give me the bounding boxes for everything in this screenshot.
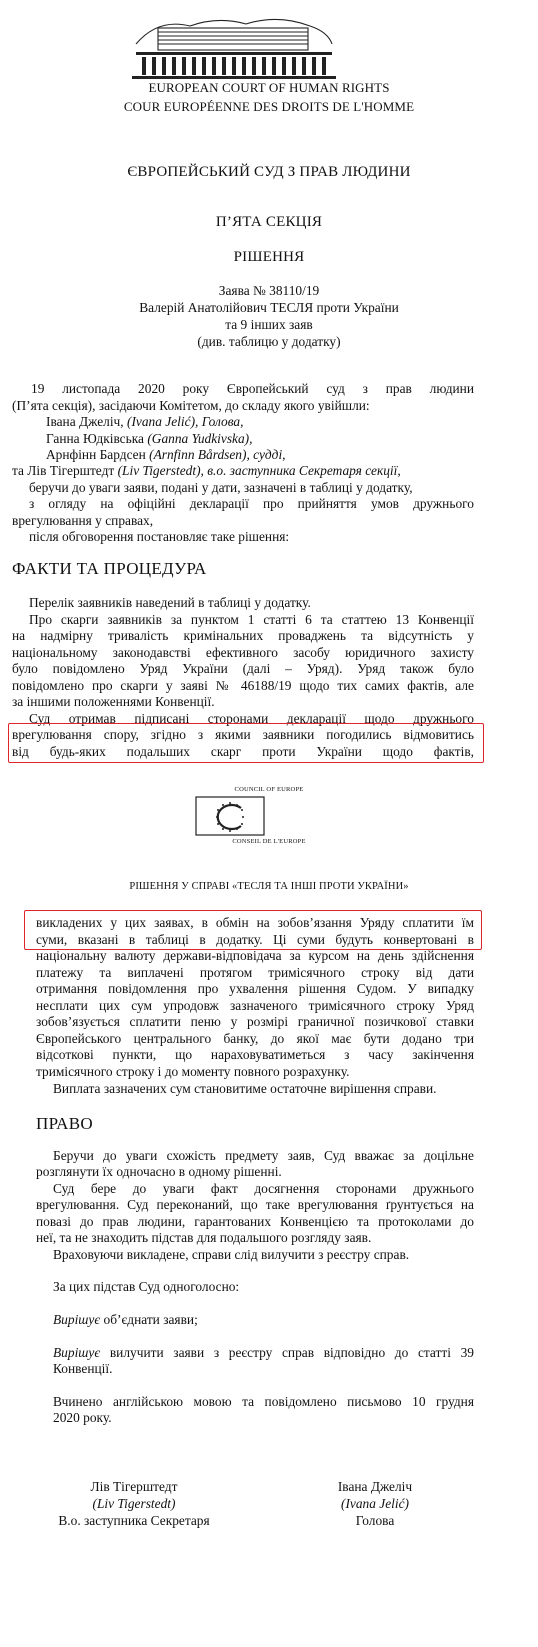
operative-1: Вирішує об’єднати заяви; (53, 1312, 198, 1327)
unanimous-line: За цих підстав Суд одноголосно: (53, 1279, 240, 1294)
highlight-box (24, 910, 482, 950)
done-line: Вчинено англійською мовою та повідомлено письмово 10 грудня (53, 1394, 474, 1409)
see-table-note: (див. таблицю у додатку) (197, 334, 341, 349)
operative-2-cont: Конвенції. (53, 1361, 113, 1376)
law-line: Враховуючи викладене, справи слід вилучити з реєстру справ. (53, 1247, 410, 1262)
intro-line: 19 листопада 2020 року Європейський суд з прав людини (31, 381, 474, 396)
intro-line: беручи до уваги заяви, подані у дати, зазначені в таблиці у додатку, (29, 480, 413, 495)
coe-logo-top-text: COUNCIL OF EUROPE (234, 786, 304, 793)
continuation-line: національну валюту держави-відповідача за курсом на день здійснення (36, 948, 474, 963)
deputy-registrar: та Лів Тігерштедт (Liv Tigerstedt), в.о. заступника Секретаря секції, (12, 463, 401, 478)
signatory-name: Лів Тігерштедт (90, 1479, 178, 1494)
judge-president: Івана Джеліч, (Ivana Jelić), Голова, (46, 414, 244, 429)
judge: Арнфінн Бардсен (Arnfinn Bårdsen), судді, (46, 447, 286, 462)
application-number: Заява № 38110/19 (218, 283, 320, 298)
facts-line: Про скарги заявників за пунктом 1 статті 6 та статтею 13 Конвенції (29, 612, 474, 627)
law-line: врегулювання. Суд переконаний, що таке врегулювання ґрунтується на (36, 1197, 474, 1212)
signature-left (34, 1478, 234, 1529)
facts-paragraph: Перелік заявників наведений в таблиці у додатку. (29, 595, 311, 610)
continuation-line: Європейського центрального банку, до якої має бути додано три (36, 1031, 474, 1046)
signatory-role: В.о. заступника Секретаря (58, 1513, 210, 1528)
continuation-line: викладених у цих заявах, в обмін на зобов’язання Уряду сплатити їм (36, 915, 474, 930)
other-applications: та 9 інших заяв (225, 317, 313, 332)
echr-building-logo (128, 14, 338, 80)
court-name-fr: COUR EUROPÉENNE DES DROITS DE L'HOMME (123, 99, 415, 114)
case-name: Валерій Анатолійович ТЕСЛЯ проти України (139, 300, 399, 315)
continuation-line: платежу та виплачені протягом тримісячного строку від дати (36, 965, 474, 980)
continuation-line: отримання повідомлення про ухвалення рішення Судом. У випадку (36, 981, 474, 996)
decision-title: РІШЕННЯ (233, 249, 305, 265)
facts-line: на надмірну тривалість кримінальних проваджень та відсутність у (12, 628, 474, 643)
facts-line: було повідомлено Уряд України (далі – Уряд). Уряд також було (12, 661, 474, 676)
facts-line: національному законодавстві ефективного засобу юридичного захисту (12, 645, 474, 660)
law-line: Суд бере до уваги факт досягнення сторонами дружнього (53, 1181, 474, 1196)
continuation-line: тримісячного строку і до моменту повного розрахунку. (36, 1064, 350, 1079)
continuation-line: відсоткові пункти, що нараховуватиметься з часу закінчення (36, 1047, 474, 1062)
law-line: розглянути їх одночасно в одному рішенні. (36, 1164, 282, 1179)
intro-line: врегулювання у справах, (12, 513, 154, 528)
intro-line: після обговорення постановляє таке рішення: (29, 529, 290, 544)
law-line: неї, та не знаходить підстав для подальшого розгляду заяв. (36, 1230, 372, 1245)
case-header (0, 282, 538, 350)
intro-line: з огляду на офіційні декларації про прийняття умов дружнього (29, 496, 474, 511)
judge: Ганна Юдківська (Ganna Yudkivska), (46, 431, 253, 446)
coe-logo-bottom-text: CONSEIL DE L'EUROPE (232, 838, 306, 845)
facts-line: Суд отримав підписані сторонами декларації щодо дружнього (29, 711, 474, 726)
continuation-last: Виплата зазначених сум становитиме остаточне вирішення справи. (53, 1081, 437, 1096)
facts-line: повідомлено про скарги у заяві № 46188/19 щодо тих самих фактів, але (12, 678, 474, 693)
facts-line: від будь-яких подальших скарг проти України щодо фактів, (12, 744, 474, 759)
facts-line: за іншими положеннями Конвенції. (12, 694, 215, 709)
signatory-role: Голова (355, 1513, 395, 1528)
done-line: 2020 року. (53, 1410, 112, 1425)
law-line: повазі до прав людини, гарантованих Конвенцією та протоколами до (36, 1214, 474, 1229)
facts-line: врегулювання спору, згідно з якими заявники погодились відмовитись (12, 727, 474, 742)
continuation-line: зобов’язується сплатити пеню у розмірі граничної позичкової ставки (36, 1014, 474, 1029)
court-name-en: EUROPEAN COURT OF HUMAN RIGHTS (148, 80, 390, 95)
court-name-ua: ЄВРОПЕЙСЬКИЙ СУД З ПРАВ ЛЮДИНИ (127, 164, 411, 180)
continuation-line: несплати цих сум упродовж зазначеного тримісячного строку Уряд (36, 998, 474, 1013)
facts-heading: ФАКТИ ТА ПРОЦЕДУРА (12, 559, 207, 578)
signatory-latin: (Ivana Jelić) (340, 1496, 410, 1511)
signatory-latin: (Liv Tigerstedt) (92, 1496, 176, 1511)
section-title: П’ЯТА СЕКЦІЯ (215, 214, 323, 230)
highlight-box (8, 723, 484, 763)
signature-right (300, 1478, 450, 1529)
operative-2: Вирішує вилучити заяви з реєстру справ відповідно до статті 39 (53, 1345, 474, 1360)
continuation-line: суми, вказані в таблиці в додатку. Ці суми будуть конвертовані в (36, 932, 474, 947)
intro-line: (П’ята секція), засідаючи Комітетом, до складу якого увійшли: (12, 398, 370, 413)
council-of-europe-logo (195, 796, 265, 836)
running-title: РІШЕННЯ У СПРАВІ «ТЕСЛЯ ТА ІНШІ ПРОТИ УКРАЇНИ» (129, 881, 409, 892)
signatory-name: Івана Джеліч (337, 1479, 413, 1494)
law-line: Беручи до уваги схожість предмету заяв, Суд вважає за доцільне (53, 1148, 474, 1163)
law-heading: ПРАВО (36, 1114, 93, 1133)
